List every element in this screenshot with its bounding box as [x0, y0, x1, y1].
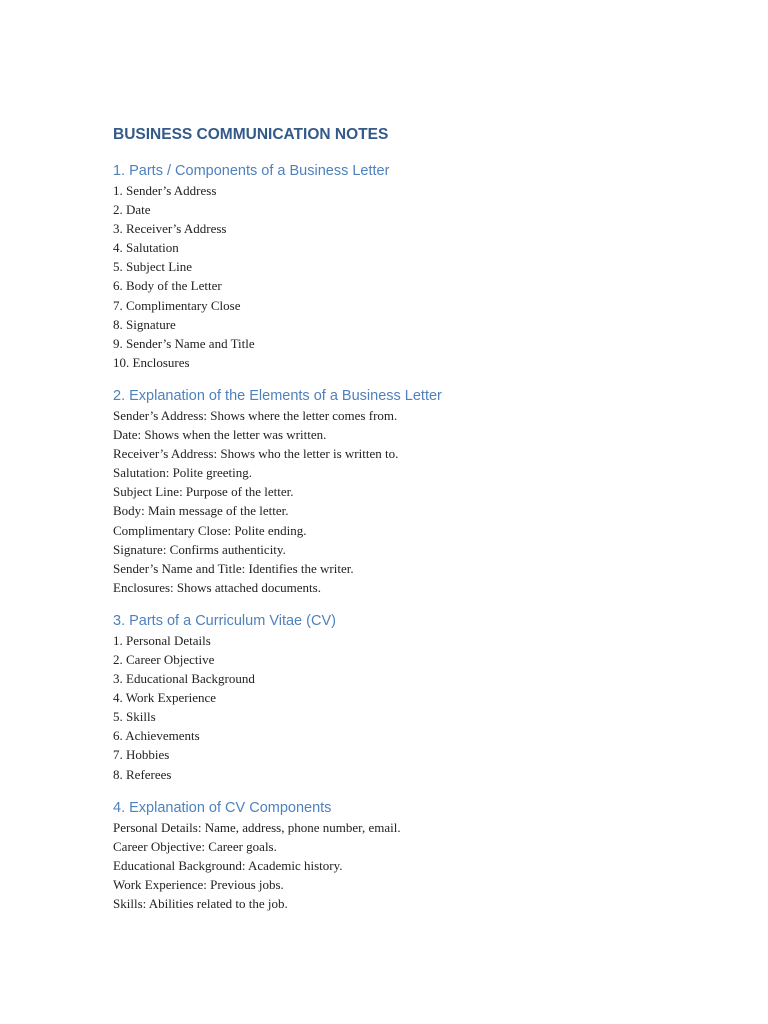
list-item: Body: Main message of the letter.: [113, 503, 289, 519]
list-item: 7. Complimentary Close: [113, 297, 241, 313]
list-item: 6. Achievements: [113, 728, 200, 744]
list-item: 3. Receiver’s Address: [113, 221, 227, 237]
list-item: 4. Work Experience: [113, 690, 217, 706]
list-item: Receiver’s Address: Shows who the letter is written to.: [113, 446, 399, 462]
list-item: 1. Sender’s Address: [113, 183, 217, 198]
list-item: 2. Career Objective: [113, 651, 215, 667]
list-item: 9. Sender’s Name and Title: [113, 335, 255, 351]
list-item: Subject Line: Purpose of the letter.: [113, 484, 294, 500]
section-heading: 2. Explanation of the Elements of a Business Letter: [113, 387, 442, 404]
section-lines: [113, 181, 713, 372]
list-item: Career Objective: Career goals.: [113, 838, 277, 854]
list-item: Enclosures: Shows attached documents.: [113, 579, 321, 595]
list-item: Sender’s Address: Shows where the letter comes from.: [113, 407, 398, 423]
list-item: 5. Subject Line: [113, 259, 193, 275]
section-lines: [113, 631, 713, 784]
section-cv-explanation: [113, 799, 713, 913]
list-item: Signature: Confirms authenticity.: [113, 541, 286, 557]
list-item: 8. Referees: [113, 766, 172, 782]
list-item: 2. Date: [113, 202, 151, 218]
list-item: Educational Background: Academic history.: [113, 857, 343, 873]
list-item: 8. Signature: [113, 316, 176, 332]
list-item: 5. Skills: [113, 709, 156, 725]
list-item: 6. Body of the Letter: [113, 278, 222, 294]
list-item: 7. Hobbies: [113, 747, 170, 763]
list-item: Date: Shows when the letter was written.: [113, 427, 327, 443]
list-item: 4. Salutation: [113, 240, 179, 256]
list-item: Skills: Abilities related to the job.: [113, 896, 288, 911]
list-item: Complimentary Close: Polite ending.: [113, 522, 307, 538]
section-lines: [113, 406, 713, 597]
list-item: Sender’s Name and Title: Identifies the writer.: [113, 560, 354, 576]
list-item: Personal Details: Name, address, phone number, email.: [113, 819, 401, 835]
section-cv-parts: [113, 612, 713, 784]
section-heading: 4. Explanation of CV Components: [113, 799, 332, 816]
section-heading: 3. Parts of a Curriculum Vitae (CV): [113, 612, 336, 629]
document-title: BUSINESS COMMUNICATION NOTES: [113, 126, 389, 143]
list-item: 1. Personal Details: [113, 632, 211, 648]
section-letter-parts: [113, 162, 713, 372]
section-lines: [113, 818, 713, 913]
document-page: [113, 125, 713, 913]
list-item: Work Experience: Previous jobs.: [113, 876, 284, 892]
list-item: 10. Enclosures: [113, 354, 190, 370]
section-letter-explanation: [113, 387, 713, 597]
section-heading: 1. Parts / Components of a Business Letter: [113, 163, 390, 179]
list-item: Salutation: Polite greeting.: [113, 465, 253, 481]
list-item: 3. Educational Background: [113, 671, 255, 687]
